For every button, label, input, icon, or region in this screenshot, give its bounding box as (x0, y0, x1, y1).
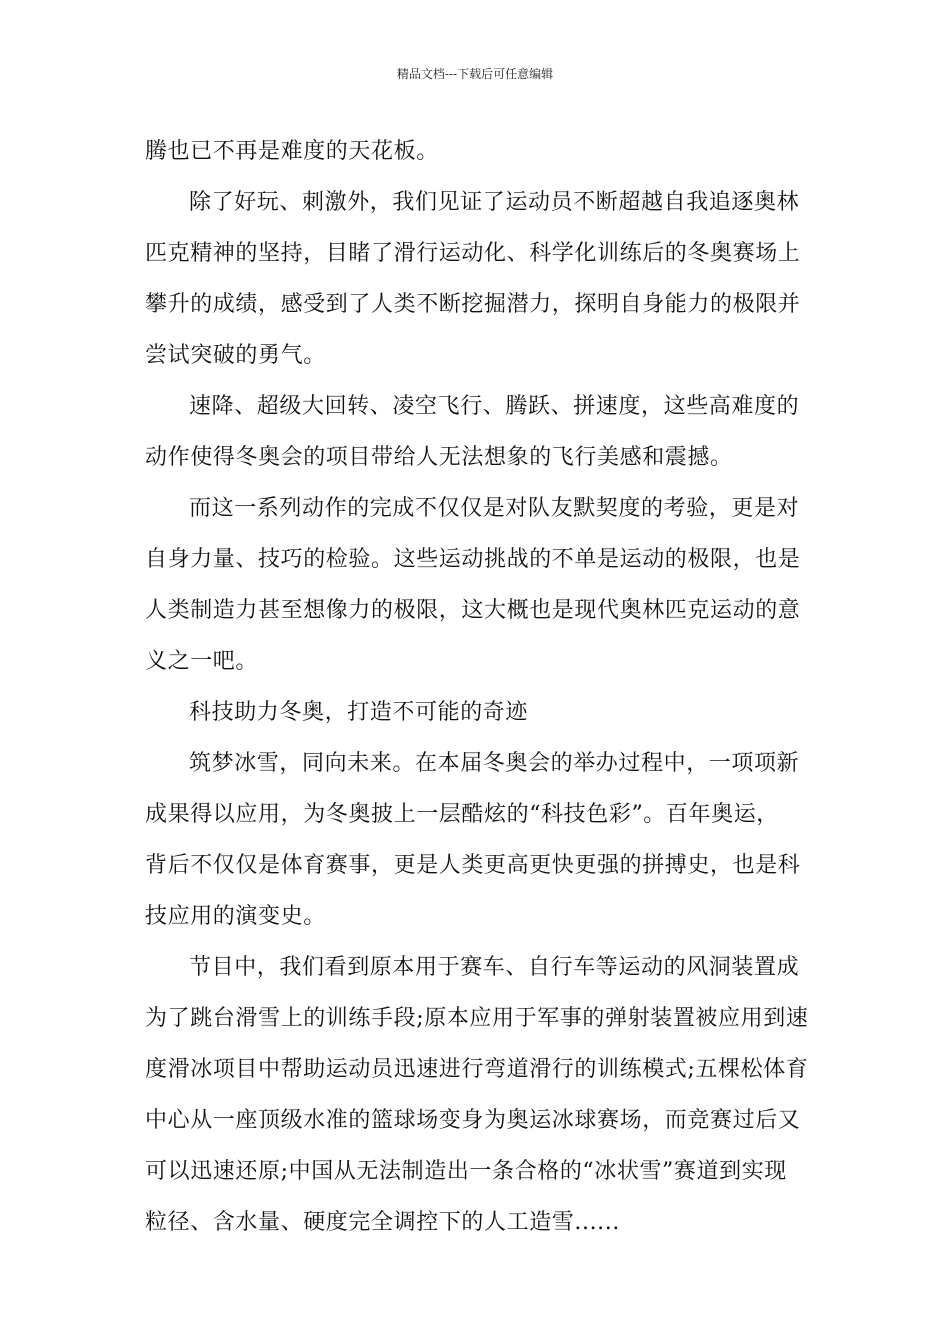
text-line: 尝试突破的勇气。 (145, 343, 326, 368)
text-line: 技应用的演变史。 (145, 904, 326, 929)
text-line: 人类制造力甚至想像力的极限，这大概也是现代奥林匹克运动的意 (145, 598, 801, 623)
paragraph (145, 381, 809, 483)
text-line: 筑梦冰雪，同向未来。在本届冬奥会的举办过程中，一项项新 (189, 751, 800, 776)
text-line: 节目中，我们看到原本用于赛车、自行车等运动的风洞装置成 (189, 955, 800, 980)
paragraph (145, 942, 809, 1248)
paragraph (145, 483, 809, 687)
text-line: 动作使得冬奥会的项目带给人无法想象的飞行美感和震撼。 (145, 445, 733, 470)
page-header: 精品文档---下载后可任意编辑 (396, 67, 554, 81)
text-line: 中心从一座顶级水准的篮球场变身为奥运冰球赛场，而竞赛过后又 (145, 1108, 801, 1133)
text-line: 速降、超级大回转、凌空飞行、腾跃、拼速度，这些高难度的 (189, 394, 800, 419)
text-line: 除了好玩、刺激外，我们见证了运动员不断超越自我追逐奥林 (189, 190, 800, 215)
paragraph-continuation (145, 126, 809, 177)
paragraph (145, 738, 809, 942)
text-line: 科技助力冬奥，打造不可能的奇迹 (189, 700, 529, 725)
text-line: 粒径、含水量、硬度完全调控下的人工造雪...... (145, 1210, 620, 1235)
text-line: 成果得以应用，为冬奥披上一层酷炫的“科技色彩”。百年奥运， (145, 802, 779, 827)
text-line: 匹克精神的坚持，目睹了滑行运动化、科学化训练后的冬奥赛场上 (145, 241, 801, 266)
text-line: 腾也已不再是难度的天花板。 (145, 139, 439, 164)
text-line: 为了跳台滑雪上的训练手段;原本应用于军事的弹射装置被应用到速 (145, 1006, 809, 1031)
text-line: 背后不仅仅是体育赛事，更是人类更高更快更强的拼搏史，也是科 (145, 853, 801, 878)
text-line: 度滑冰项目中帮助运动员迅速进行弯道滑行的训练模式;五棵松体育 (145, 1057, 809, 1082)
document-body (145, 126, 809, 1248)
text-line: 义之一吧。 (145, 649, 259, 674)
text-line: 攀升的成绩，感受到了人类不断挖掘潜力，探明自身能力的极限并 (145, 292, 801, 317)
paragraph (145, 177, 809, 381)
section-heading (145, 687, 809, 738)
text-line: 可以迅速还原;中国从无法制造出一条合格的“冰状雪”赛道到实现 (145, 1159, 787, 1184)
text-line: 而这一系列动作的完成不仅仅是对队友默契度的考验，更是对 (189, 496, 800, 521)
text-line: 自身力量、技巧的检验。这些运动挑战的不单是运动的极限，也是 (145, 547, 801, 572)
